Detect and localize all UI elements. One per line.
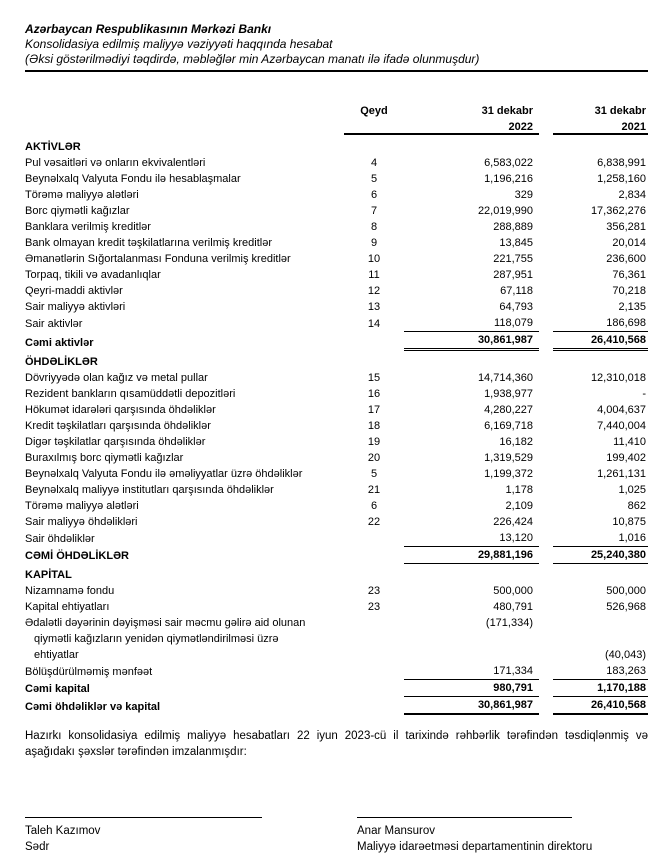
note-ref: 20 (367, 452, 381, 464)
value-2022: 29,881,196 (404, 547, 539, 564)
value-2022: 288,889 (493, 221, 533, 233)
document-header (25, 22, 648, 72)
value-2022: 1,196,216 (484, 173, 533, 185)
value-2021: 20,014 (612, 237, 646, 249)
value-2022: 13,845 (499, 237, 533, 249)
signer-title: Maliyyə idarəetməsi departamentinin direktoru (357, 841, 593, 853)
value-2022: 1,178 (505, 484, 533, 496)
table-row (25, 482, 648, 498)
row-label: Əmanətlərin Sığortalanması Fonduna verilmiş kreditlər (25, 253, 291, 265)
value-2021: 1,258,160 (597, 173, 646, 185)
note-ref: 6 (370, 189, 378, 201)
table-row (25, 599, 648, 615)
note-ref: 18 (367, 420, 381, 432)
value-2021: 2,135 (618, 301, 646, 313)
value-2022: 22,019,990 (477, 205, 533, 217)
note-ref: 14 (367, 318, 381, 330)
table-row (25, 171, 648, 187)
value-2022: 118,079 (404, 315, 539, 332)
value-2021: 862 (627, 500, 646, 512)
table-row (25, 219, 648, 235)
table-row (25, 370, 648, 386)
table-row (25, 386, 648, 402)
value-2021: 17,362,276 (590, 205, 646, 217)
column-header-2022: 31 dekabr 2022 (404, 103, 539, 135)
row-label: Hökumət idarələri qarşısında öhdəliklər (25, 404, 216, 416)
table-row (25, 315, 648, 332)
value-2021: 6,838,991 (597, 157, 646, 169)
value-2022: 14,714,360 (477, 372, 533, 384)
table-row (25, 466, 648, 482)
row-label: Ədalətli dəyərinin dəyişməsi sair məcmu gəlirə aid olunan qiymətli kağızların yenidən qiymətləndirilməsi üzrə ehtiyatlar (25, 617, 306, 661)
row-label: Pul vəsaitləri və onların ekvivalentləri (25, 157, 206, 169)
column-header-note: Qeyd (344, 103, 404, 135)
note-ref: 8 (370, 221, 378, 233)
note-ref: 10 (367, 253, 381, 265)
value-2021: 26,410,568 (553, 697, 648, 715)
value-2022: 226,424 (493, 516, 533, 528)
note-ref: 11 (368, 269, 380, 281)
row-label: Beynəlxalq maliyyə institutları qarşısında öhdəliklər (25, 484, 274, 496)
table-row (25, 498, 648, 514)
header-divider (25, 70, 648, 72)
signature-chairman (25, 817, 262, 855)
value-2022: 30,861,987 (404, 332, 539, 351)
units-note: (Əksi göstərilmədiyi təqdirdə, məbləğlər min Azərbaycan manatı ilə ifadə olunmuşdur) (25, 52, 480, 66)
value-2022: 2,109 (505, 500, 533, 512)
signature-finance-director (357, 817, 623, 855)
note-ref: 13 (367, 301, 381, 313)
signer-title: Sədr (25, 841, 50, 853)
approval-statement: Hazırkı konsolidasiya edilmiş maliyyə hesabatları 22 iyun 2023-cü il tarixində rəhbərlik tərəfindən təsdiqlənmiş və aşağıdakı şəxslər tərəfindən imzalanmışdır: (25, 730, 648, 758)
value-2022: 1,938,977 (484, 388, 533, 400)
note-ref: 4 (370, 157, 378, 169)
note-ref: 19 (367, 436, 381, 448)
table-row (25, 299, 648, 315)
value-2021: - (642, 388, 646, 400)
table-row (25, 418, 648, 434)
value-2022: 480,791 (493, 601, 533, 613)
value-2022: 67,118 (500, 285, 533, 297)
value-2021: 500,000 (606, 585, 646, 597)
value-2021: 199,402 (606, 452, 646, 464)
row-label: Banklara verilmiş kreditlər (25, 221, 151, 233)
note-ref: 9 (370, 237, 378, 249)
row-label: Törəmə maliyyə alətləri (25, 189, 139, 201)
value-2022: 13,120 (404, 530, 539, 547)
value-2021: 1,261,131 (597, 468, 646, 480)
value-2021: 4,004,637 (597, 404, 646, 416)
table-row (25, 450, 648, 466)
row-label: Torpaq, tikili və avadanlıqlar (25, 269, 161, 281)
column-header-row (25, 103, 648, 135)
value-2021: (40,043) (605, 649, 646, 661)
signer-name: Anar Mansurov (357, 825, 435, 837)
table-row (25, 235, 648, 251)
table-row (25, 283, 648, 299)
row-label: CƏMİ ÖHDƏLİKLƏR (25, 550, 130, 562)
total-row-assets (25, 332, 648, 351)
note-ref: 6 (370, 500, 378, 512)
note-ref: 22 (367, 516, 381, 528)
table-row (25, 203, 648, 219)
note-ref: 5 (370, 173, 378, 185)
row-label: Dövriyyədə olan kağız və metal pullar (25, 372, 208, 384)
report-title: Konsolidasiya edilmiş maliyyə vəziyyəti haqqında hesabat (25, 37, 333, 51)
table-row (25, 155, 648, 171)
value-2021: 76,361 (612, 269, 646, 281)
value-2022: 329 (514, 189, 533, 201)
note-ref: 23 (367, 585, 381, 597)
row-label: Cəmi öhdəliklər və kapital (25, 701, 161, 713)
value-2022: 4,280,227 (484, 404, 533, 416)
section-heading-liabilities: ÖHDƏLİKLƏR (25, 356, 98, 368)
value-2022: 221,755 (493, 253, 533, 265)
value-2022: 30,861,987 (404, 697, 539, 715)
section-heading-assets: AKTİVLƏR (25, 141, 81, 153)
note-ref: 12 (367, 285, 381, 297)
value-2021: 10,875 (612, 516, 646, 528)
row-label: Kredit təşkilatları qarşısında öhdəliklər (25, 420, 211, 432)
row-label: Cəmi aktivlər (25, 337, 94, 349)
note-ref: 5 (370, 468, 378, 480)
column-header-2021: 31 dekabr 2021 (553, 103, 648, 135)
table-row (25, 583, 648, 599)
value-2022: 1,319,529 (484, 452, 533, 464)
row-label: Sair maliyyə aktivləri (25, 301, 126, 313)
value-2022: 1,199,372 (484, 468, 533, 480)
value-2021: 2,834 (618, 189, 646, 201)
bank-name: Azərbaycan Respublikasının Mərkəzi Bankı (25, 22, 272, 36)
value-2021: 1,170,188 (553, 680, 648, 697)
note-ref: 16 (367, 388, 381, 400)
value-2021: 183,263 (553, 663, 648, 680)
value-2022: 6,583,022 (484, 157, 533, 169)
table-row (25, 434, 648, 450)
value-2021: 356,281 (606, 221, 646, 233)
row-label: Törəmə maliyyə alətləri (25, 500, 139, 512)
row-label: Sair maliyyə öhdəlikləri (25, 516, 138, 528)
table-row (25, 514, 648, 530)
value-2021: 236,600 (606, 253, 646, 265)
row-label: Beynəlxalq Valyuta Fondu ilə hesablaşmalar (25, 173, 241, 185)
value-2021: 7,440,004 (597, 420, 646, 432)
row-label: Buraxılmış borc qiymətli kağızlar (25, 452, 184, 464)
table-row (25, 187, 648, 203)
note-ref: 23 (367, 601, 381, 613)
signature-block (25, 817, 648, 855)
signer-name: Taleh Kazımov (25, 825, 101, 837)
row-label: Digər təşkilatlar qarşısında öhdəliklər (25, 436, 206, 448)
row-label: Sair öhdəliklər (25, 533, 95, 545)
value-2022: 287,951 (493, 269, 533, 281)
value-2021: 186,698 (553, 315, 648, 332)
note-ref: 7 (370, 205, 378, 217)
total-row-liabilities (25, 547, 648, 564)
value-2022: 6,169,718 (484, 420, 533, 432)
total-row-equity (25, 680, 648, 697)
value-2021: 26,410,568 (553, 332, 648, 351)
table-row (25, 530, 648, 547)
row-label: Bölüşdürülməmiş mənfəət (25, 666, 153, 678)
value-2022: 64,793 (499, 301, 533, 313)
signature-line (25, 817, 262, 818)
row-label: Rezident bankların qısamüddətli depozitləri (25, 388, 236, 400)
row-label: Bank olmayan kredit təşkilatlarına verilmiş kreditlər (25, 237, 272, 249)
row-label: Cəmi kapital (25, 683, 90, 695)
table-row (25, 267, 648, 283)
row-label: Borc qiymətli kağızlar (25, 205, 130, 217)
total-row-liabilities-and-equity (25, 697, 648, 715)
value-2022: 16,182 (499, 436, 533, 448)
value-2021: 1,025 (618, 484, 646, 496)
value-2021: 12,310,018 (590, 372, 646, 384)
value-2022: 500,000 (493, 585, 533, 597)
value-2021: 25,240,380 (553, 547, 648, 564)
value-2021: 70,218 (612, 285, 646, 297)
row-label: Nizamnamə fondu (25, 585, 115, 597)
table-row (25, 251, 648, 267)
row-label: Qeyri-maddi aktivlər (25, 285, 123, 297)
value-2021: 1,016 (553, 530, 648, 547)
row-label: Beynəlxalq Valyuta Fondu ilə əməliyyatlar üzrə öhdəliklər (25, 468, 303, 480)
table-row (25, 615, 648, 663)
note-ref: 21 (367, 484, 381, 496)
value-2022: 171,334 (404, 663, 539, 680)
value-2021: 11,410 (613, 436, 646, 448)
row-label: Sair aktivlər (25, 318, 83, 330)
table-row (25, 663, 648, 680)
balance-sheet-table (25, 103, 648, 715)
value-2022: 980,791 (404, 680, 539, 697)
table-row (25, 402, 648, 418)
note-ref: 15 (367, 372, 381, 384)
note-ref: 17 (367, 404, 381, 416)
value-2022: (171,334) (485, 617, 533, 629)
section-heading-capital: KAPİTAL (25, 569, 72, 581)
value-2021: 526,968 (606, 601, 646, 613)
row-label: Kapital ehtiyatları (25, 601, 110, 613)
signature-line (357, 817, 572, 818)
